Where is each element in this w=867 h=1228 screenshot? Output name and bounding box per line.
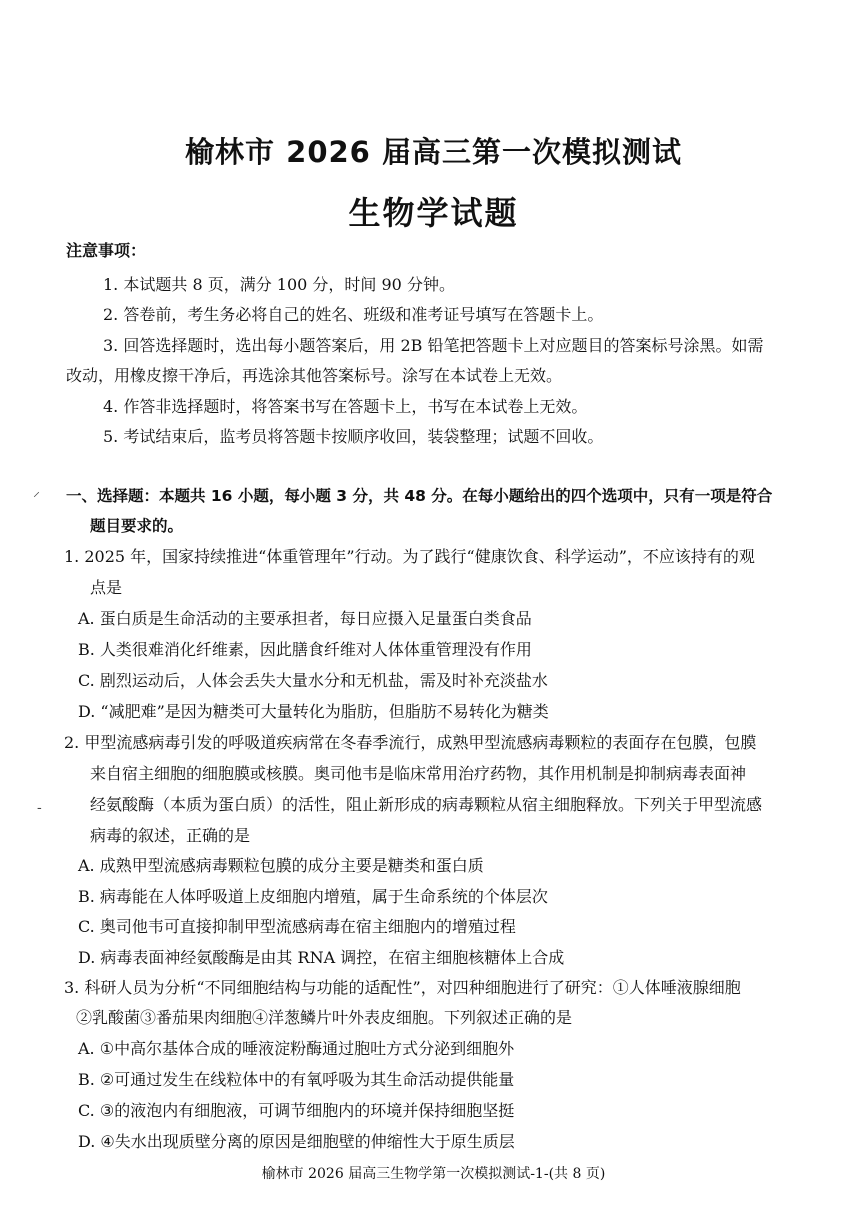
section-heading: 一、选择题：本题共 16 小题，每小题 3 分，共 48 分。在每小题给出的四个选项中，只有一项是符合 <box>66 487 773 505</box>
question-2-stem: 经氨酸酶（本质为蛋白质）的活性，阻止新形成的病毒颗粒从宿主细胞释放。下列关于甲型流感 <box>90 795 763 814</box>
page-footer: 榆林市 2026 届高三生物学第一次模拟测试-1-(共 8 页) <box>261 1166 606 1182</box>
question-1-option-a: A. 蛋白质是生命活动的主要承担者，每日应摄入足量蛋白类食品 <box>78 609 532 628</box>
question-3-option-d: D. ④失水出现质壁分离的原因是细胞壁的伸缩性大于原生质层 <box>78 1132 515 1151</box>
question-2-option-c: C. 奥司他韦可直接抑制甲型流感病毒在宿主细胞内的增殖过程 <box>78 917 516 936</box>
section-heading-cont: 题目要求的。 <box>90 517 184 535</box>
question-3-stem: 3. 科研人员为分析“不同细胞结构与功能的适配性”，对四种细胞进行了研究：①人体唾液腺细胞 <box>64 978 741 997</box>
notice-item: 5. 考试结束后，监考员将答题卡按顺序收回，装袋整理；试题不回收。 <box>103 427 604 446</box>
question-3-option-b: B. ②可通过发生在线粒体中的有氧呼吸为其生命活动提供能量 <box>78 1070 515 1089</box>
question-1-stem: 点是 <box>90 578 123 597</box>
notice-item: 2. 答卷前，考生务必将自己的姓名、班级和准考证号填写在答题卡上。 <box>103 305 604 324</box>
question-2-option-d: D. 病毒表面神经氨酸酶是由其 RNA 调控，在宿主细胞核糖体上合成 <box>78 948 565 967</box>
question-3-option-a: A. ①中高尔基体合成的唾液淀粉酶通过胞吐方式分泌到细胞外 <box>78 1039 515 1058</box>
question-2-stem: 2. 甲型流感病毒引发的呼吸道疾病常在冬春季流行，成熟甲型流感病毒颗粒的表面存在包膜，包膜 <box>64 733 757 752</box>
question-1-stem: 1. 2025 年，国家持续推进“体重管理年”行动。为了践行“健康饮食、科学运动”，不应该持有的观 <box>64 547 755 566</box>
notice-item: 4. 作答非选择题时，将答案书写在答题卡上，书写在本试卷上无效。 <box>103 397 588 416</box>
question-1-option-c: C. 剧烈运动后，人体会丢失大量水分和无机盐，需及时补充淡盐水 <box>78 671 548 690</box>
margin-mark: ⸝ <box>33 484 40 500</box>
question-2-stem: 病毒的叙述，正确的是 <box>90 826 251 845</box>
notice-heading: 注意事项： <box>66 241 147 260</box>
notice-item: 1. 本试题共 8 页，满分 100 分，时间 90 分钟。 <box>103 275 455 294</box>
question-3-option-c: C. ③的液泡内有细胞液，可调节细胞内的环境并保持细胞坚挺 <box>78 1101 515 1120</box>
notice-item: 改动，用橡皮擦干净后，再选涂其他答案标号。涂写在本试卷上无效。 <box>66 366 563 385</box>
exam-subtitle: 生物学试题 <box>348 194 519 232</box>
question-1-option-d: D. “减肥难”是因为糖类可大量转化为脂肪，但脂肪不易转化为糖类 <box>78 702 549 721</box>
notice-item: 3. 回答选择题时，选出每小题答案后，用 2B 铅笔把答题卡上对应题目的答案标号涂黑。如需 <box>103 336 764 355</box>
question-3-stem: ②乳酸菌③番茄果肉细胞④洋葱鳞片叶外表皮细胞。下列叙述正确的是 <box>76 1008 573 1027</box>
exam-title: 榆林市 2026 届高三第一次模拟测试 <box>185 135 682 169</box>
question-1-option-b: B. 人类很难消化纤维素，因此膳食纤维对人体体重管理没有作用 <box>78 640 532 659</box>
question-2-stem: 来自宿主细胞的细胞膜或核膜。奥司他韦是临床常用治疗药物，其作用机制是抑制病毒表面神 <box>90 764 747 783</box>
question-2-option-b: B. 病毒能在人体呼吸道上皮细胞内增殖，属于生命系统的个体层次 <box>78 887 548 906</box>
question-2-option-a: A. 成熟甲型流感病毒颗粒包膜的成分主要是糖类和蛋白质 <box>78 856 484 875</box>
margin-mark: - <box>37 800 42 816</box>
